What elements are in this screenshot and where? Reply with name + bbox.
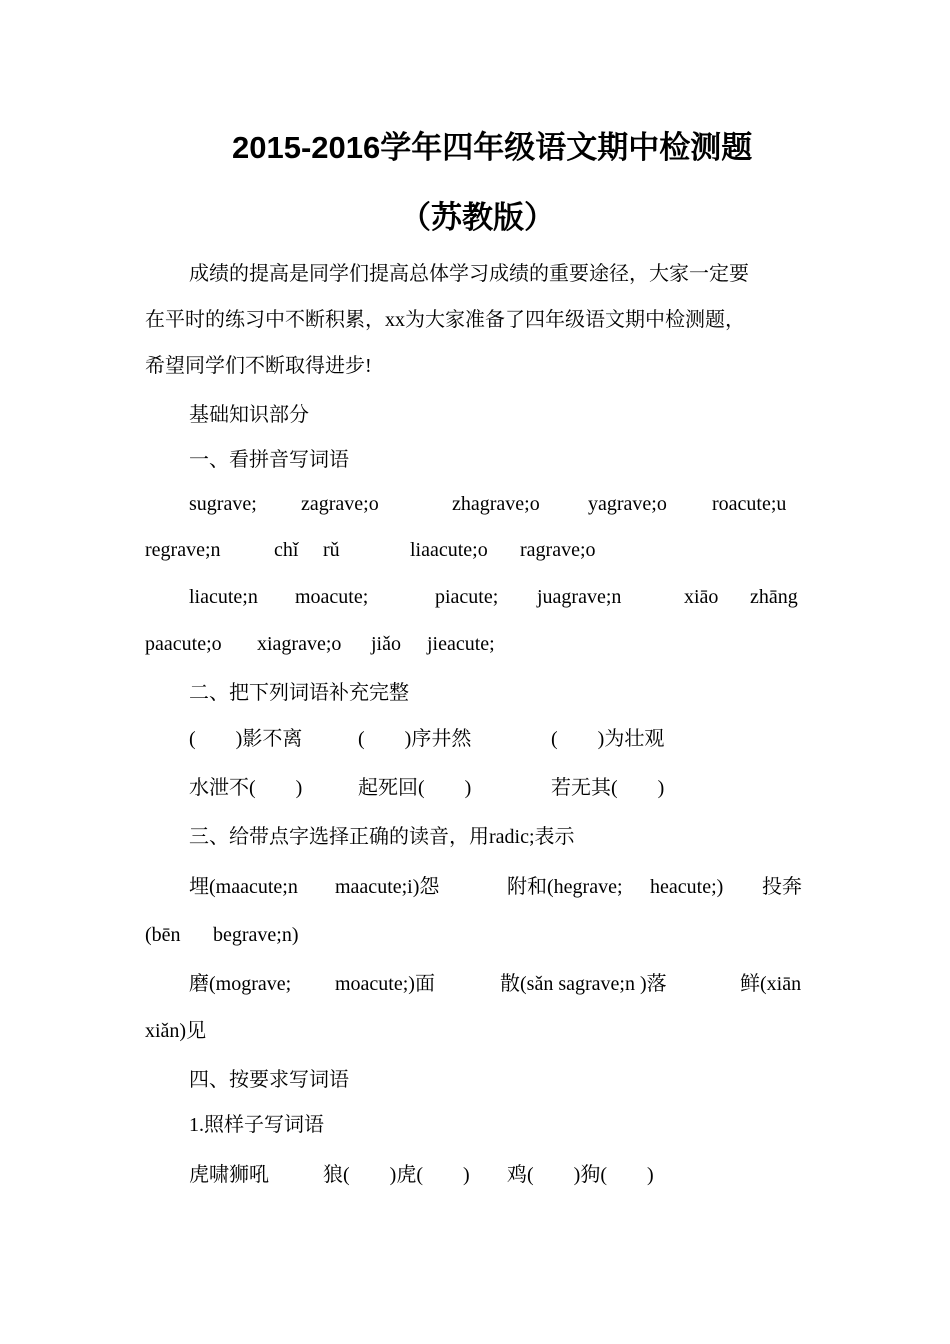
pinyin-item: zagrave;o bbox=[301, 493, 379, 515]
word-item: 狼( )虎( ) bbox=[323, 1164, 470, 1186]
section-basic-heading: 基础知识部分 bbox=[189, 404, 309, 426]
pinyin-item: roacute;u bbox=[712, 493, 787, 515]
idiom-item: ( )影不离 bbox=[189, 728, 303, 750]
pinyin-item: rǔ bbox=[323, 539, 340, 561]
reading-item: heacute;) bbox=[650, 876, 724, 898]
pinyin-item: zhagrave;o bbox=[452, 493, 540, 515]
reading-item: 投奔 bbox=[762, 876, 802, 898]
idiom-item: 起死回( ) bbox=[358, 777, 472, 799]
reading-item: (bēn bbox=[145, 924, 181, 946]
reading-item: 散(sǎn sagrave;n )落 bbox=[500, 973, 667, 995]
idiom-item: 水泄不( ) bbox=[189, 777, 303, 799]
reading-item: 磨(mograve; bbox=[189, 973, 292, 995]
intro-line-3: 希望同学们不断取得进步! bbox=[145, 355, 372, 377]
q3-heading: 三、给带点字选择正确的读音，用radic;表示 bbox=[189, 826, 575, 848]
pinyin-item: chǐ bbox=[274, 539, 299, 561]
idiom-item: ( )序井然 bbox=[358, 728, 472, 750]
pinyin-item: jieacute; bbox=[427, 633, 495, 655]
pinyin-item: juagrave;n bbox=[537, 586, 622, 608]
pinyin-item: piacute; bbox=[435, 586, 499, 608]
page-subtitle: （苏教版） bbox=[400, 200, 555, 235]
reading-item: begrave;n) bbox=[213, 924, 299, 946]
reading-item: 鲜(xiān bbox=[740, 973, 802, 995]
idiom-item: ( )为壮观 bbox=[551, 728, 665, 750]
pinyin-item: ragrave;o bbox=[520, 539, 596, 561]
q4-heading: 四、按要求写词语 bbox=[189, 1069, 349, 1091]
reading-item: moacute;)面 bbox=[335, 973, 435, 995]
intro-line-1: 成绩的提高是同学们提高总体学习成绩的重要途径，大家一定要 bbox=[189, 263, 749, 285]
page-title: 2015-2016学年四年级语文期中检测题 bbox=[232, 130, 753, 165]
reading-item: xiǎn)见 bbox=[145, 1020, 207, 1042]
pinyin-item: zhāng bbox=[750, 586, 798, 608]
intro-line-2: 在平时的练习中不断积累，xx为大家准备了四年级语文期中检测题， bbox=[145, 309, 745, 331]
idiom-item: 若无其( ) bbox=[551, 777, 665, 799]
q1-heading: 一、看拼音写词语 bbox=[189, 449, 349, 471]
pinyin-item: xiagrave;o bbox=[257, 633, 342, 655]
pinyin-item: jiǎo bbox=[371, 633, 401, 655]
pinyin-item: yagrave;o bbox=[588, 493, 667, 515]
pinyin-item: regrave;n bbox=[145, 539, 221, 561]
word-item: 鸡( )狗( ) bbox=[507, 1164, 654, 1186]
pinyin-item: liacute;n bbox=[189, 586, 258, 608]
pinyin-item: xiāo bbox=[684, 586, 719, 608]
word-item: 虎啸狮吼 bbox=[189, 1164, 269, 1186]
pinyin-item: liaacute;o bbox=[410, 539, 488, 561]
q2-heading: 二、把下列词语补充完整 bbox=[189, 682, 409, 704]
pinyin-item: paacute;o bbox=[145, 633, 222, 655]
q4-sub-1: 1.照样子写词语 bbox=[189, 1114, 324, 1136]
reading-item: 附和(hegrave; bbox=[507, 876, 623, 898]
reading-item: 埋(maacute;n bbox=[189, 876, 298, 898]
pinyin-item: sugrave; bbox=[189, 493, 257, 515]
pinyin-item: moacute; bbox=[295, 586, 369, 608]
reading-item: maacute;i)怨 bbox=[335, 876, 440, 898]
